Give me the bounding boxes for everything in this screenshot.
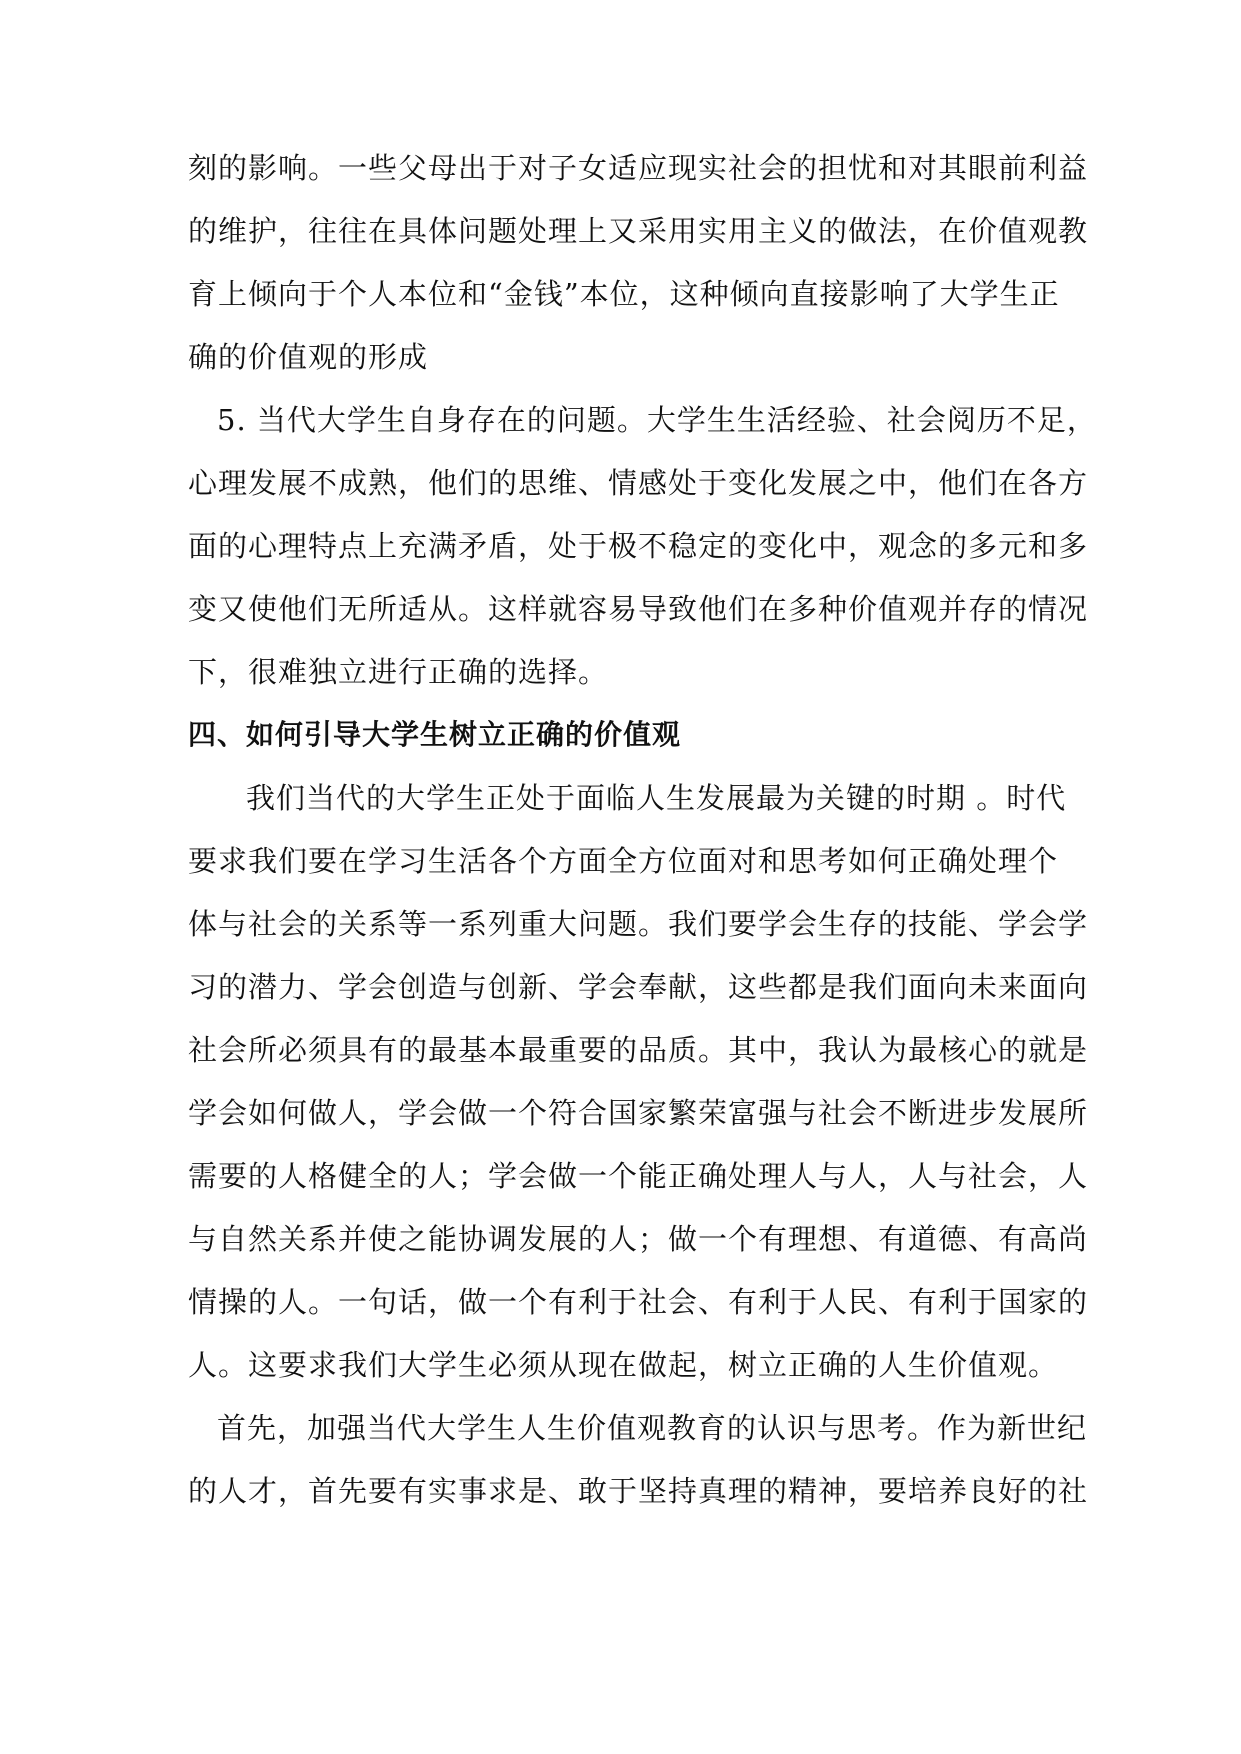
paragraph-line: 要求我们要在学习生活各个方面全方位面对和思考如何正确处理个 — [188, 844, 1059, 878]
paragraph-line: 下，很难独立进行正确的选择。 — [188, 655, 609, 689]
paragraph-line: 面的心理特点上充满矛盾，处于极不稳定的变化中，观念的多元和多 — [188, 529, 1089, 563]
paragraph-line: 情操的人。一句话，做一个有利于社会、有利于人民、有利于国家的 — [188, 1285, 1089, 1319]
paragraph-line: 确的价值观的形成 — [188, 340, 429, 374]
paragraph-line: 刻的影响。一些父母出于对子女适应现实社会的担忧和对其眼前利益 — [188, 151, 1089, 185]
paragraph-line: 社会所必须具有的最基本最重要的品质。其中，我认为最核心的就是 — [188, 1033, 1089, 1067]
paragraph-line: 的人才，首先要有实事求是、敢于坚持真理的精神，要培养良好的社 — [188, 1474, 1089, 1508]
paragraph-line: 变又使他们无所适从。这样就容易导致他们在多种价值观并存的情况 — [188, 592, 1089, 626]
paragraph-line: 习的潜力、学会创造与创新、学会奉献，这些都是我们面向未来面向 — [188, 970, 1089, 1004]
paragraph-line: 与自然关系并使之能协调发展的人；做一个有理想、有道德、有高尚 — [188, 1222, 1089, 1256]
paragraph-line: 首先，加强当代大学生人生价值观教育的认识与思考。作为新世纪 — [217, 1411, 1088, 1445]
paragraph-line: 人。这要求我们大学生必须从现在做起，树立正确的人生价值观。 — [188, 1348, 1059, 1382]
paragraph-line: 学会如何做人，学会做一个符合国家繁荣富强与社会不断进步发展所 — [188, 1096, 1089, 1130]
paragraph-line: 我们当代的大学生正处于面临人生发展最为关键的时期 。时代 — [246, 781, 1067, 815]
paragraph-line: 心理发展不成熟，他们的思维、情感处于变化发展之中，他们在各方 — [188, 466, 1089, 500]
paragraph-line: 体与社会的关系等一系列重大问题。我们要学会生存的技能、学会学 — [188, 907, 1089, 941]
paragraph-line: 的维护，往往在具体问题处理上又采用实用主义的做法，在价值观教 — [188, 214, 1089, 248]
paragraph-line: 育上倾向于个人本位和“金钱”本位，这种倾向直接影响了大学生正 — [188, 277, 1060, 311]
paragraph-line: 需要的人格健全的人；学会做一个能正确处理人与人，人与社会，人 — [188, 1159, 1089, 1193]
list-item-5: 5. 当代大学生自身存在的问题。大学生生活经验、社会阅历不足， — [217, 403, 1097, 437]
section-heading: 四、如何引导大学生树立正确的价值观 — [188, 718, 682, 751]
